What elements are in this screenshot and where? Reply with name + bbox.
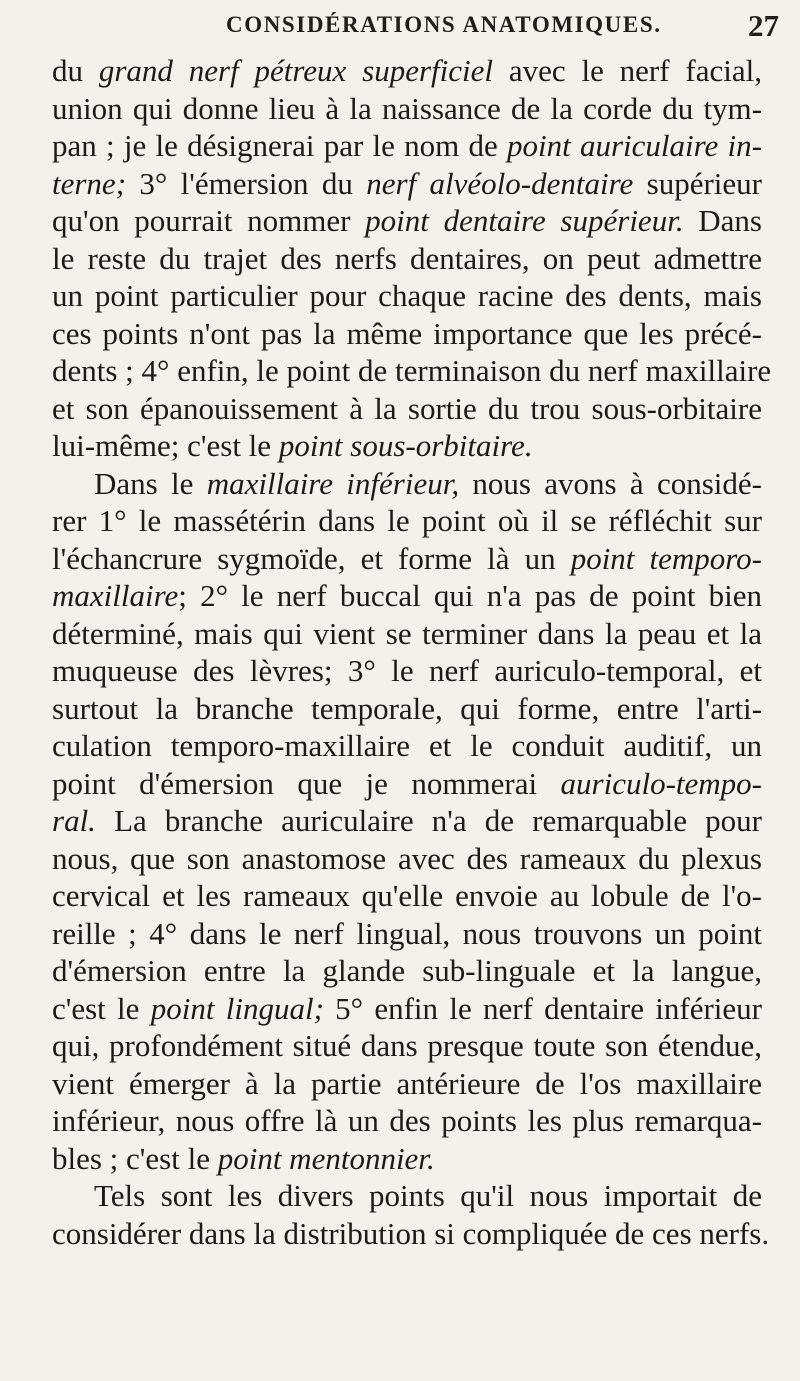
text-line (52, 465, 762, 503)
text-line (52, 840, 762, 878)
text-run: un point particulier pour chaque racine des dents, mais (52, 278, 762, 313)
italic-term: point sous-orbitaire. (278, 428, 533, 463)
text-line (52, 1215, 770, 1253)
text-line (52, 427, 762, 465)
italic-term: grand nerf pétreux superficiel (98, 53, 494, 88)
text-run: du (52, 53, 99, 88)
text-line (52, 165, 762, 203)
text-line (52, 1140, 762, 1178)
text-run: La branche auriculaire n'a de remarquable pour (95, 803, 762, 838)
italic-term: maxillaire (52, 578, 179, 613)
text-line (52, 652, 762, 690)
text-run: le reste du trajet des nerfs dentaires, on peut admettre (52, 240, 762, 276)
text-run: union qui donne lieu à la naissance de la corde du tym- (52, 90, 762, 126)
text-run: avec le nerf facial, (493, 53, 762, 88)
text-run: bles ; c'est le (52, 1140, 218, 1176)
italic-term: auriculo-tempo- (560, 765, 762, 801)
italic-term: point auriculaire in- (507, 128, 762, 163)
text-run: cervical et les rameaux qu'elle envoie au lobule de l'o- (52, 878, 762, 913)
text-line (52, 1177, 762, 1215)
text-run: lui-même; c'est le (52, 428, 279, 463)
italic-term: point lingual; (150, 990, 324, 1026)
text-run: qui, profondément situé dans presque toute son étendue, (52, 1028, 762, 1063)
text-run: déterminé, mais qui vient se terminer dans la peau et la (52, 615, 762, 651)
italic-term: maxillaire inférieur, (206, 465, 460, 501)
text-run: ; 2° le nerf buccal qui n'a pas de point bien (178, 578, 762, 613)
text-line (52, 277, 762, 315)
text-run: nous avons à considé- (459, 465, 762, 501)
text-line (52, 1027, 762, 1065)
text-run: rer 1° le massétérin dans le point où il se réfléchit sur (52, 503, 762, 538)
text-run: d'émersion entre la glande sub-linguale et la langue, (52, 953, 762, 988)
page-number: 27 (748, 8, 779, 43)
text-line (52, 952, 762, 990)
text-line (52, 52, 762, 90)
text-line (52, 765, 762, 803)
text-run: Dans le (94, 465, 207, 501)
text-run: dents ; 4° enfin, le point de terminaison du nerf maxillaire (52, 353, 772, 388)
text-line (52, 127, 762, 165)
text-line (52, 690, 762, 728)
text-run: considérer dans la distribution si compliquée de ces nerfs. (52, 1215, 770, 1251)
body-text (52, 52, 772, 1252)
text-run: reille ; 4° dans le nerf lingual, nous trouvons un point (52, 915, 762, 951)
text-run: 3° l'émersion du (126, 165, 367, 201)
text-line (52, 202, 762, 240)
text-run: surtout la branche temporale, qui forme, entre l'arti- (52, 690, 762, 726)
text-run: nous, que son anastomose avec des rameaux du plexus (52, 840, 762, 876)
text-run: l'échancrure sygmoïde, et forme là un (52, 540, 571, 576)
text-line (52, 502, 762, 540)
text-run: supérieur (633, 165, 762, 201)
text-run: c'est le (52, 990, 151, 1026)
text-line (52, 615, 762, 653)
italic-term: point dentaire supérieur. (365, 203, 684, 238)
running-title: CONSIDÉRATIONS ANATOMIQUES. (226, 12, 662, 37)
italic-term: terne; (52, 165, 127, 201)
text-line (52, 802, 762, 840)
text-run: pan ; je le désignerai par le nom de (52, 128, 508, 163)
text-line (52, 1102, 762, 1140)
italic-term: point temporo- (570, 540, 762, 576)
italic-term: point mentonnier. (217, 1140, 435, 1176)
italic-term: nerf alvéolo-dentaire (366, 165, 634, 201)
text-run: culation temporo-maxillaire et le conduit auditif, un (52, 728, 762, 763)
text-run: Tels sont les divers points qu'il nous importait de (94, 1178, 762, 1213)
text-line (52, 352, 772, 390)
text-run: inférieur, nous offre là un des points les plus remarqua- (52, 1103, 762, 1138)
italic-term: ral. (52, 803, 96, 838)
running-head (0, 8, 800, 48)
text-line (52, 1065, 762, 1103)
text-run: vient émerger à la partie antérieure de l'os maxillaire (52, 1065, 762, 1101)
text-line (52, 877, 762, 915)
text-run: muqueuse des lèvres; 3° le nerf auriculo-temporal, et (52, 653, 762, 688)
text-line (52, 577, 762, 615)
text-run: point d'émersion que je nommerai (52, 765, 561, 801)
text-line (52, 315, 762, 353)
text-line (52, 90, 762, 128)
text-line (52, 540, 762, 578)
text-line (52, 915, 762, 953)
text-run: Dans (683, 203, 762, 238)
text-line (52, 240, 762, 278)
text-run: ces points n'ont pas la même importance que les précé- (52, 315, 762, 351)
text-run: qu'on pourrait nommer (52, 203, 366, 238)
text-run: et son épanouissement à la sortie du trou sous-orbitaire (52, 390, 762, 426)
text-line (52, 727, 762, 765)
text-line (52, 390, 762, 428)
text-line (52, 990, 762, 1028)
text-run: 5° enfin le nerf dentaire inférieur (323, 990, 762, 1026)
